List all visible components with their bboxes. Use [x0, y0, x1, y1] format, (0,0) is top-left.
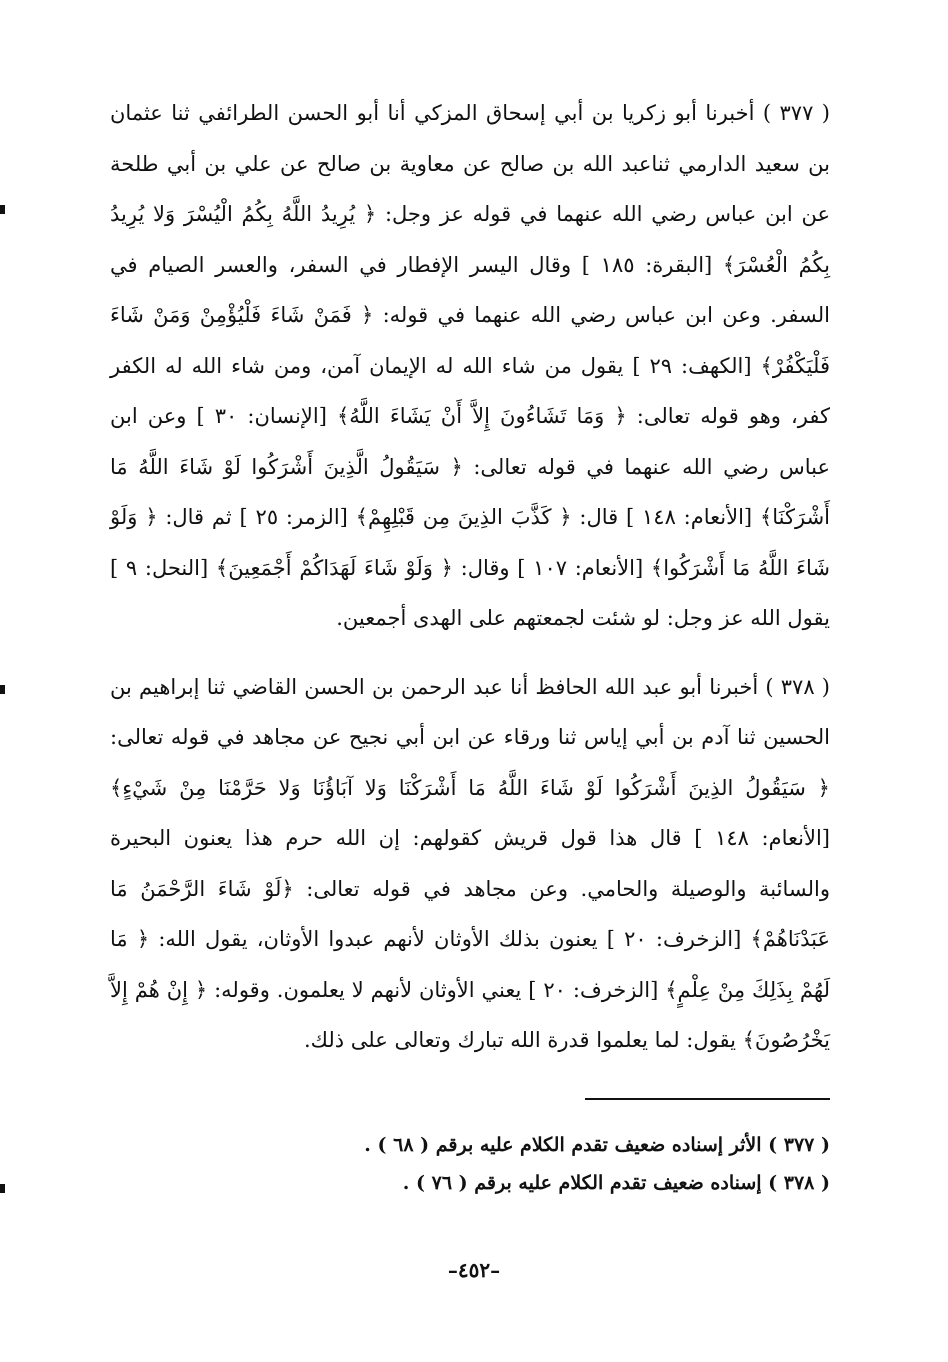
footnote-separator	[585, 1098, 830, 1100]
margin-mark	[0, 205, 5, 214]
main-text	[110, 88, 830, 1066]
footnote-378: ( ٣٧٨ ) إسناده ضعيف تقدم الكلام عليه برقم ( ٧٦ ) .	[402, 1172, 830, 1194]
footnote-377: ( ٣٧٧ ) الأثر إسناده ضعيف تقدم الكلام عليه برقم ( ٦٨ ) .	[364, 1134, 830, 1156]
footnotes	[110, 1126, 830, 1202]
margin-mark	[0, 1184, 5, 1193]
page-number: –٤٥٢–	[447, 1258, 501, 1282]
margin-mark	[0, 685, 5, 694]
paragraph-377: ( ٣٧٧ ) أخبرنا أبو زكريا بن أبي إسحاق المزكي أنا أبو الحسن الطرائفي ثنا عثمان بن سعيد الدارمي ثناعبد الله بن صالح عن معاوية بن صالح عن علي بن أبي طلحة عن ابن عباس رضي الله عنهما في قوله عز وجل: ﴿ يُرِيدُ اللَّهُ بِكُمُ الْيُسْرَ وَلا يُرِيدُ بِكُمُ الْعُسْرَ﴾ [البقرة: ١٨٥ ] وقال اليسر الإفطار في السفر، والعسر الصيام في السفر. وعن ابن عباس رضي الله عنهما في قوله: ﴿ فَمَنْ شَاءَ فَلْيُؤْمِنْ وَمَنْ شَاءَ فَلْيَكْفُرْ﴾ [الكهف: ٢٩ ] يقول من شاء الله له الإيمان آمن، ومن شاء الله له الكفر كفر، وهو قوله تعالى: ﴿ وَمَا تَشَاءُونَ إِلاَّ أَنْ يَشَاءَ اللَّهُ﴾ [الإنسان: ٣٠ ] وعن ابن عباس رضي الله عنهما في قوله تعالى: ﴿ سَيَقُولُ الَّذِينَ أَشْرَكُوا لَوْ شَاءَ اللَّهُ مَا أَشْرَكْنَا﴾ [الأنعام: ١٤٨ ] قال: ﴿ كَذَّبَ الذِينَ مِن قَبْلِهِمْ﴾ [الزمر: ٢٥ ] ثم قال: ﴿ وَلَوْ شَاءَ اللَّهُ مَا أَشْرَكُوا﴾ [الأنعام: ١٠٧ ] وقال: ﴿ وَلَوْ شَاءَ لَهَدَاكُمْ أَجْمَعِينَ﴾ [النحل: ٩ ] يقول الله عز وجل: لو شئت لجمعتهم على الهدى أجمعين.	[110, 101, 831, 630]
paragraph-378: ( ٣٧٨ ) أخبرنا أبو عبد الله الحافظ أنا عبد الرحمن بن الحسن القاضي ثنا إبراهيم بن الحسين ثنا آدم بن أبي إياس ثنا ورقاء عن ابن أبي نجيح عن مجاهد في قوله تعالى: ﴿ سَيَقُولُ الذِينَ أَشْرَكُوا لَوْ شَاءَ اللَّهُ مَا أَشْرَكْنَا وَلا آبَاؤُنَا وَلا حَرَّمْنَا مِنْ شَيْءٍ﴾ [الأنعام: ١٤٨ ] قال هذا قول قريش كقولهم: إن الله حرم هذا يعنون البحيرة والسائبة والوصيلة والحامي. وعن مجاهد في قوله تعالى: ﴿لَوْ شَاءَ الرَّحْمَنُ مَا عَبَدْنَاهُمْ﴾ [الزخرف: ٢٠ ] يعنون بذلك الأوثان لأنهم عبدوا الأوثان، يقول الله: ﴿ مَا لَهُمْ بِذَلِكَ مِنْ عِلْمٍ﴾ [الزخرف: ٢٠ ] يعني الأوثان لأنهم لا يعلمون. وقوله: ﴿ إِنْ هُمْ إِلاَّ يَخْرُصُونَ﴾ يقول: لما يعلموا قدرة الله تبارك وتعالى على ذلك.	[110, 674, 830, 1052]
